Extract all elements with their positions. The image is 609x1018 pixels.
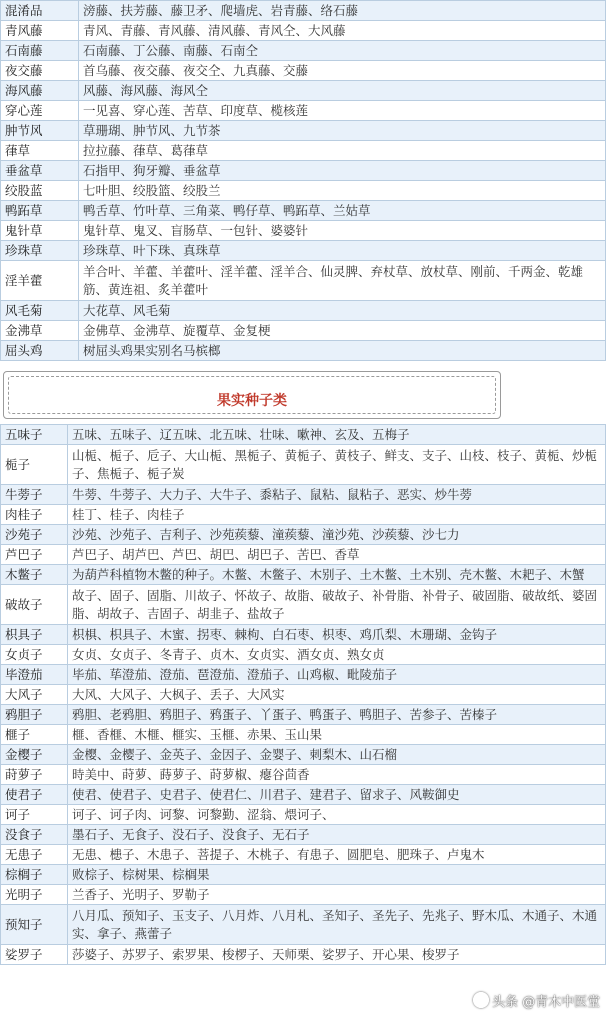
- herb-aliases-cell: 鬼针草、鬼叉、盲肠草、一包针、婆婆针: [79, 221, 606, 241]
- table-row: [1, 241, 606, 261]
- herb-aliases-cell: 草珊瑚、肿节风、九节茶: [79, 121, 606, 141]
- herb-aliases-cell: 无患、槵子、木患子、菩提子、木桃子、有患子、圆肥皂、肥珠子、卢鬼木: [68, 845, 606, 865]
- herb-name-cell: 绞股蓝: [1, 181, 79, 201]
- table-row: [1, 101, 606, 121]
- herb-aliases-cell: 拉拉藤、葎草、葛葎草: [79, 141, 606, 161]
- section-heading-inner-border: [8, 376, 496, 414]
- herb-name-cell: 珍珠草: [1, 241, 79, 261]
- herb-name-cell: 没食子: [1, 825, 68, 845]
- herb-name-cell: 芦巴子: [1, 545, 68, 565]
- herb-aliases-cell: 牛蒡、牛蒡子、大力子、大牛子、黍粘子、鼠粘、鼠粘子、恶实、炒牛蒡: [68, 485, 606, 505]
- herb-aliases-cell: 珍珠草、叶下珠、真珠草: [79, 241, 606, 261]
- herb-name-cell: 金沸草: [1, 321, 79, 341]
- herb-aliases-cell: 時美中、莳萝、蒔萝子、莳萝椒、瘪谷茴香: [68, 765, 606, 785]
- table-row: [1, 685, 606, 705]
- herb-aliases-cell: 诃子、诃子肉、诃黎、诃黎勤、涩翁、煨诃子、: [68, 805, 606, 825]
- herb-aliases-cell: 大花草、风毛菊: [79, 301, 606, 321]
- herb-aliases-cell: 使君、使君子、史君子、使君仁、川君子、建君子、留求子、风鞍御史: [68, 785, 606, 805]
- herb-aliases-cell: 兰香子、光明子、罗勒子: [68, 885, 606, 905]
- herb-alias-table-fruits-seeds: [0, 424, 606, 965]
- section-heading-box: [3, 371, 501, 419]
- herb-name-cell: 诃子: [1, 805, 68, 825]
- herb-aliases-cell: 沙苑、沙苑子、吉利子、沙苑蒺藜、潼蒺藜、潼沙苑、沙蒺藜、沙七力: [68, 525, 606, 545]
- herb-name-cell: 毕澄茄: [1, 665, 68, 685]
- herb-name-cell: 混淆品: [1, 1, 79, 21]
- herb-aliases-cell: 墨石子、无食子、没石子、没食子、无石子: [68, 825, 606, 845]
- table-row: [1, 785, 606, 805]
- herb-name-cell: 鸭跖草: [1, 201, 79, 221]
- herb-aliases-cell: 鸦胆、老鸦胆、鸦胆子、鸦蛋子、丫蛋子、鸭蛋子、鸭胆子、苦参子、苦榛子: [68, 705, 606, 725]
- herb-aliases-cell: 芦巴子、胡芦巴、芦巴、胡巴、胡巴子、苦巴、香草: [68, 545, 606, 565]
- herb-name-cell: 牛蒡子: [1, 485, 68, 505]
- table-row: [1, 41, 606, 61]
- herb-aliases-cell: 滂藤、扶芳藤、藤卫矛、爬墙虎、岩青藤、络石藤: [79, 1, 606, 21]
- herb-name-cell: 淫羊藿: [1, 261, 79, 301]
- herb-name-cell: 沙苑子: [1, 525, 68, 545]
- herb-aliases-cell: 枳椇、枳具子、木蜜、拐枣、棘枸、白石枣、枳枣、鸡爪梨、木珊瑚、金钩子: [68, 625, 606, 645]
- herb-name-cell: 使君子: [1, 785, 68, 805]
- herb-name-cell: 穿心莲: [1, 101, 79, 121]
- herb-aliases-cell: 毕茄、荜澄茄、澄茄、琶澄茄、澄茄子、山鸡椒、毗陵茄子: [68, 665, 606, 685]
- herb-aliases-cell: 莎婆子、苏罗子、索罗果、梭椤子、天师栗、娑罗子、开心果、梭罗子: [68, 945, 606, 965]
- table-row: [1, 425, 606, 445]
- herb-name-cell: 垂盆草: [1, 161, 79, 181]
- herb-name-cell: 葎草: [1, 141, 79, 161]
- herb-aliases-cell: 一见喜、穿心莲、苦草、印度草、榄核莲: [79, 101, 606, 121]
- herb-name-cell: 破故子: [1, 585, 68, 625]
- table-row: [1, 545, 606, 565]
- table-row: [1, 321, 606, 341]
- table-row: [1, 945, 606, 965]
- table-row: [1, 745, 606, 765]
- table-row: [1, 905, 606, 945]
- table-row: [1, 121, 606, 141]
- herb-name-cell: 金樱子: [1, 745, 68, 765]
- herb-aliases-cell: 五味、五味子、辽五味、北五味、壮味、嗽神、玄及、五梅子: [68, 425, 606, 445]
- herb-name-cell: 莳萝子: [1, 765, 68, 785]
- table-row: [1, 825, 606, 845]
- herb-name-cell: 光明子: [1, 885, 68, 905]
- herb-aliases-cell: 故子、固子、固脂、川故子、怀故子、故脂、破故子、补骨脂、补骨子、破固脂、破故纸、婆固脂、胡故子、吉固子、胡韭子、盐故子: [68, 585, 606, 625]
- table-row: [1, 645, 606, 665]
- herb-name-cell: 枳具子: [1, 625, 68, 645]
- table-row: [1, 625, 606, 645]
- table-row: [1, 261, 606, 301]
- section-heading-fruits-seeds: 果实种子类: [217, 393, 287, 409]
- herb-aliases-cell: 风藤、海风藤、海风仝: [79, 81, 606, 101]
- herb-name-cell: 预知子: [1, 905, 68, 945]
- herb-aliases-cell: 树屈头鸡果实别名马槟榔: [79, 341, 606, 361]
- herb-name-cell: 夜交藤: [1, 61, 79, 81]
- table-row: [1, 1, 606, 21]
- herb-name-cell: 海风藤: [1, 81, 79, 101]
- herb-aliases-cell: 七叶胆、绞股篮、绞股兰: [79, 181, 606, 201]
- herb-name-cell: 无患子: [1, 845, 68, 865]
- herb-aliases-cell: 败棕子、棕树果、棕榈果: [68, 865, 606, 885]
- table-row: [1, 765, 606, 785]
- herb-name-cell: 石南藤: [1, 41, 79, 61]
- table-row: [1, 705, 606, 725]
- herb-aliases-cell: 为葫芦科植物木鳖的种子。木鳖、木鳖子、木别子、土木鳖、土木别、壳木鳖、木耙子、木蟹: [68, 565, 606, 585]
- herb-aliases-cell: 桂丁、桂子、肉桂子: [68, 505, 606, 525]
- table-row: [1, 845, 606, 865]
- table-row: [1, 725, 606, 745]
- herb-name-cell: 风毛菊: [1, 301, 79, 321]
- table-row: [1, 61, 606, 81]
- toutiao-logo-icon: [473, 992, 489, 1008]
- herb-name-cell: 棕榈子: [1, 865, 68, 885]
- table-row: [1, 161, 606, 181]
- herb-aliases-cell: 鸭舌草、竹叶草、三角菜、鸭仔草、鸭跖草、兰姑草: [79, 201, 606, 221]
- herb-aliases-cell: 羊合叶、羊藿、羊藿叶、淫羊藿、淫羊合、仙灵脾、弃杖草、放杖草、刚前、千两金、乾雄筋、黄连祖、炙羊藿叶: [79, 261, 606, 301]
- table-row: [1, 525, 606, 545]
- table-row: [1, 201, 606, 221]
- table-row: [1, 445, 606, 485]
- herb-name-cell: 榧子: [1, 725, 68, 745]
- herb-name-cell: 五味子: [1, 425, 68, 445]
- herb-aliases-cell: 首乌藤、夜交藤、夜交仝、九真藤、交藤: [79, 61, 606, 81]
- herb-name-cell: 大风子: [1, 685, 68, 705]
- table-row: [1, 221, 606, 241]
- herb-aliases-cell: 石南藤、丁公藤、南藤、石南仝: [79, 41, 606, 61]
- herb-aliases-cell: 金樱、金樱子、金英子、金因子、金婴子、刺梨木、山石榴: [68, 745, 606, 765]
- table-row: [1, 81, 606, 101]
- table-row: [1, 485, 606, 505]
- table-row: [1, 21, 606, 41]
- herb-name-cell: 青风藤: [1, 21, 79, 41]
- table-row: [1, 865, 606, 885]
- table-row: [1, 141, 606, 161]
- herb-name-cell: 娑罗子: [1, 945, 68, 965]
- herb-aliases-cell: 大风、大风子、大枫子、丢子、大风实: [68, 685, 606, 705]
- table-row: [1, 341, 606, 361]
- watermark-text: 头条 @青木中医堂: [492, 994, 601, 1010]
- table-row: [1, 805, 606, 825]
- table-row: [1, 181, 606, 201]
- herb-name-cell: 鬼针草: [1, 221, 79, 241]
- herb-name-cell: 肉桂子: [1, 505, 68, 525]
- herb-aliases-cell: 女贞、女贞子、冬青子、贞木、女贞实、酒女贞、熟女贞: [68, 645, 606, 665]
- table-row: [1, 885, 606, 905]
- herb-name-cell: 鸦胆子: [1, 705, 68, 725]
- table-row: [1, 665, 606, 685]
- herb-aliases-cell: 八月瓜、预知子、玉支子、八月炸、八月札、圣知子、圣先子、先兆子、野木瓜、木通子、木通实、拿子、燕蕾子: [68, 905, 606, 945]
- herb-alias-table-vines: [0, 0, 606, 361]
- herb-aliases-cell: 金佛草、金沸草、旋覆草、金复梗: [79, 321, 606, 341]
- herb-aliases-cell: 山栀、栀子、卮子、大山栀、黑栀子、黄栀子、黄枝子、鲜支、支子、山枝、枝子、黄栀、炒栀子、焦栀子、栀子炭: [68, 445, 606, 485]
- herb-aliases-cell: 榧、香榧、木榧、榧实、玉榧、赤果、玉山果: [68, 725, 606, 745]
- herb-name-cell: 肿节风: [1, 121, 79, 141]
- table-row: [1, 565, 606, 585]
- herb-name-cell: 屈头鸡: [1, 341, 79, 361]
- table-row: [1, 585, 606, 625]
- herb-aliases-cell: 石指甲、狗牙瓣、垂盆草: [79, 161, 606, 181]
- herb-aliases-cell: 青风、青藤、青风藤、清风藤、青风仝、大风藤: [79, 21, 606, 41]
- herb-name-cell: 栀子: [1, 445, 68, 485]
- herb-name-cell: 女贞子: [1, 645, 68, 665]
- table-row: [1, 301, 606, 321]
- table-row: [1, 505, 606, 525]
- herb-name-cell: 木鳖子: [1, 565, 68, 585]
- watermark: [470, 988, 600, 1012]
